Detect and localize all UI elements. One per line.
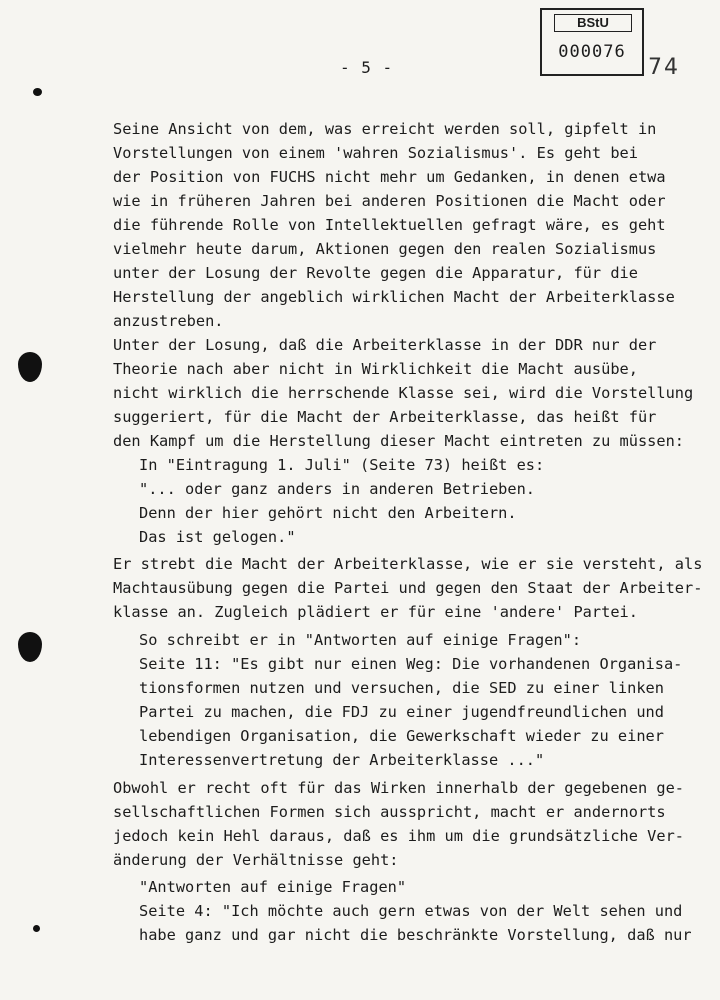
text-line: unter der Losung der Revolte gegen die Apparatur, für die [113, 264, 638, 282]
text-line: vielmehr heute darum, Aktionen gegen den realen Sozialismus [113, 240, 657, 258]
text-line: änderung der Verhältnisse geht: [113, 851, 399, 869]
speck-mark [33, 925, 40, 932]
punch-hole [18, 352, 42, 382]
quote-line: So schreibt er in "Antworten auf einige Fragen": [139, 631, 582, 649]
text-line: Obwohl er recht oft für das Wirken innerhalb der gegebenen ge- [113, 779, 684, 797]
stamp-number: 000076 [558, 42, 626, 62]
text-line: Unter der Losung, daß die Arbeiterklasse in der DDR nur der [113, 336, 657, 354]
quote-line: lebendigen Organisation, die Gewerkschaft wieder zu einer [139, 727, 664, 745]
punch-hole [18, 632, 42, 662]
text-line: anzustreben. [113, 312, 224, 330]
text-line: den Kampf um die Herstellung dieser Macht eintreten zu müssen: [113, 432, 684, 450]
text-line: sellschaftlichen Formen sich ausspricht, macht er andernorts [113, 803, 666, 821]
quote-line: "Antworten auf einige Fragen" [139, 878, 407, 896]
text-line: die führende Rolle von Intellektuellen gefragt wäre, es geht [113, 216, 666, 234]
text-line: Seine Ansicht von dem, was erreicht werden soll, gipfelt in [113, 120, 657, 138]
text-line: Machtausübung gegen die Partei und gegen den Staat der Arbeiter- [113, 579, 703, 597]
quote-line: Seite 11: "Es gibt nur einen Weg: Die vorhandenen Organisa- [139, 655, 683, 673]
quote-line: habe ganz und gar nicht die beschränkte Vorstellung, daß nur [139, 926, 692, 944]
text-line: wie in früheren Jahren bei anderen Positionen die Macht oder [113, 192, 666, 210]
text-line: klasse an. Zugleich plädiert er für eine 'andere' Partei. [113, 603, 638, 621]
quote-line: In "Eintragung 1. Juli" (Seite 73) heißt es: [139, 456, 545, 474]
archive-stamp [540, 8, 644, 76]
quote-line: Denn der hier gehört nicht den Arbeitern. [139, 504, 517, 522]
text-line: jedoch kein Hehl daraus, daß es ihm um die grundsätzliche Ver- [113, 827, 684, 845]
quote-line: "... oder ganz anders in anderen Betrieben. [139, 480, 536, 498]
text-line: der Position von FUCHS nicht mehr um Gedanken, in denen etwa [113, 168, 666, 186]
text-line: Er strebt die Macht der Arbeiterklasse, wie er sie versteht, als [113, 555, 703, 573]
text-line: nicht wirklich die herrschende Klasse sei, wird die Vorstellung [113, 384, 694, 402]
quote-line: tionsformen nutzen und versuchen, die SED zu einer linken [139, 679, 664, 697]
page-number: - 5 - [340, 58, 394, 77]
handwritten-folio: 74 [648, 55, 680, 80]
text-line: suggeriert, für die Macht der Arbeiterklasse, das heißt für [113, 408, 657, 426]
quote-line: Seite 4: "Ich möchte auch gern etwas von der Welt sehen und [139, 902, 683, 920]
text-line: Herstellung der angeblich wirklichen Macht der Arbeiterklasse [113, 288, 675, 306]
text-line: Theorie nach aber nicht in Wirklichkeit die Macht ausübe, [113, 360, 638, 378]
text-line: Vorstellungen von einem 'wahren Sozialismus'. Es geht bei [113, 144, 638, 162]
quote-line: Partei zu machen, die FDJ zu einer jugendfreundlichen und [139, 703, 664, 721]
stamp-agency: BStU [554, 14, 632, 32]
quote-line: Das ist gelogen." [139, 528, 296, 546]
quote-line: Interessenvertretung der Arbeiterklasse ..." [139, 751, 545, 769]
speck-mark [33, 88, 42, 96]
